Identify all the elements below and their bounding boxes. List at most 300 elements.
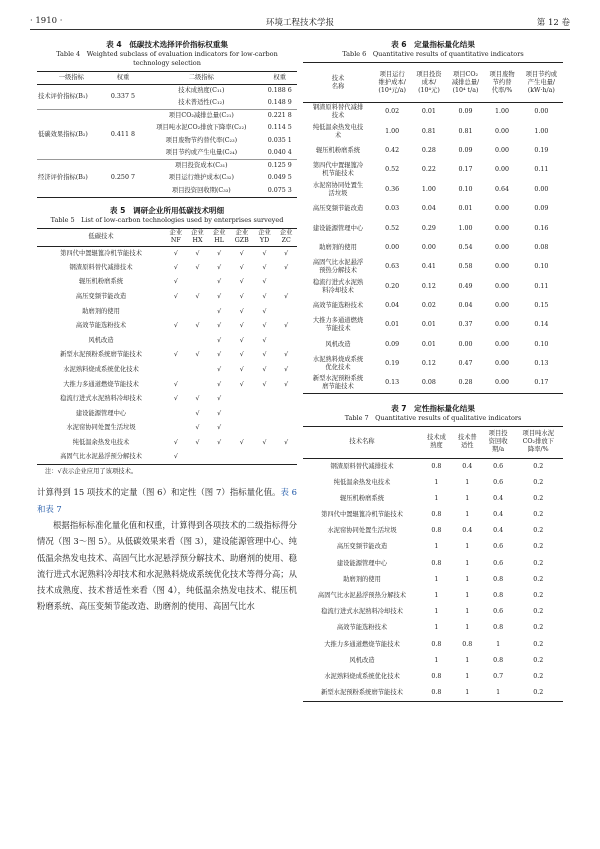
table5-check-cell [187,304,209,319]
volume-label: 第 12 卷 [536,18,570,28]
table6-value-cell: 0.00 [495,302,510,310]
table6-value-cell: 0.17 [534,379,549,387]
table5-header-enterprise: 企业 GZB [230,228,254,246]
table7-value-cell: 1 [496,640,501,648]
table7-value-cell: 0.8 [431,688,442,696]
table5-check-cell: √ [195,409,200,417]
table6-value-cell: 0.00 [495,205,510,213]
table5-tech-name: 高效节能选粉技术 [75,322,127,330]
table5-check-cell: √ [284,249,289,257]
table7-value-cell: 1 [465,511,470,519]
table7-row [303,458,563,474]
table5-check-cell: √ [195,249,200,257]
table6-row [303,219,563,238]
table6-tech-name: 高效节能选粉技术 [312,302,364,310]
table6-value-cell: 0.12 [421,360,436,368]
table5-check-cell: √ [195,322,200,330]
table5-caption-cn: 表 5 调研企业所用低碳技术明细 [109,205,225,215]
table5-check-cell [254,407,276,422]
table6-tech-name: 辊压机粉磨系统 [315,146,361,154]
table7-value-cell: 0.8 [431,527,442,535]
right-column [303,40,563,702]
table6-value-cell: 0.81 [421,127,436,135]
table4-header: 权重 [262,72,297,85]
table7-tech-name: 高效节能选粉技术 [336,624,388,632]
table6-value-cell: 0.02 [421,302,436,310]
table7-value-cell: 1 [465,656,470,664]
table6-value-cell: 0.08 [421,379,436,387]
table6-value-cell: 0.42 [385,146,400,154]
table4-primary-indicator: 经济评价指标(B₃) [38,174,88,182]
table5-check-cell: √ [217,278,222,286]
table7-value-cell: 0.6 [493,543,504,551]
table5-check-cell: √ [217,322,222,330]
table5-check-cell: √ [217,409,222,417]
table7-tech-name: 稳流行进式水泥熟料冷却技术 [321,608,403,616]
table5-header-enterprise: 企业 HL [208,228,230,246]
table5-check-cell [230,450,254,465]
table5-check-cell: √ [284,380,289,388]
table5-check-cell [275,450,297,465]
table5-check-cell: √ [195,424,200,432]
table5-check-cell [165,334,187,349]
table7-row [303,539,563,555]
table4-caption-cn: 表 4 低碳技术选择评价指标权重集 [106,40,228,49]
table5-header-enterprise: 企业 HX [187,228,209,246]
table-ref-link[interactable]: 表 6 和表 7 [37,487,297,514]
table7-row [303,588,563,604]
table7-value-cell: 0.6 [493,478,504,486]
table5-header-enterprise: 企业 NF [165,228,187,246]
table5-check-cell: √ [284,351,289,359]
table7 [303,426,563,702]
journal-title: 环境工程技术学报 [265,18,334,28]
table7-header: 技术名称 [303,426,421,458]
table5-check-cell [275,392,297,407]
table5-tech-name: 第四代中置辊篦冷机节能技术 [60,249,142,257]
table5-check-cell: √ [217,249,222,257]
table5-check-cell [275,304,297,319]
table6-value-cell: 0.64 [495,185,510,193]
table7-value-cell: 0.8 [431,640,442,648]
left-column [37,40,297,615]
table7-header: 技术普 适性 [452,426,483,458]
table6-value-cell: 0.17 [458,166,473,174]
table6-header: 项目废物 节约替 代率/% [484,63,519,103]
table5-header-tech: 低碳技术 [37,228,165,246]
table7-row [303,669,563,685]
table6-value-cell: 0.52 [385,224,400,232]
table7-row [303,507,563,523]
table6-value-cell: 0.20 [385,282,400,290]
table7-value-cell: 0.2 [533,672,544,680]
table6-value-cell: 0.08 [534,243,549,251]
table7-value-cell: 0.7 [493,672,504,680]
table7-value-cell: 0.8 [431,462,442,470]
table5-check-cell: √ [173,395,178,403]
table5-check-cell: √ [262,322,267,330]
table7-tech-name: 钢渣原料替代减排技术 [330,462,394,470]
table6-value-cell: 0.10 [458,185,473,193]
table7-value-cell: 1 [465,575,470,583]
table5-tech-name: 稳流行进式水泥熟料冷却技术 [60,395,142,403]
table6-value-cell: 0.28 [421,146,436,154]
table7-value-cell: 0.2 [533,640,544,648]
table6-value-cell: 1.00 [534,127,549,135]
table7-value-cell: 0.8 [493,575,504,583]
table4-secondary-weight: 0.075 3 [267,186,292,194]
table5-tech-name: 高固气比水泥悬浮预分解技术 [60,453,142,461]
table6-value-cell: 0.10 [534,340,549,348]
table6-value-cell: 0.63 [385,263,400,271]
table5-check-cell: √ [239,278,244,286]
table6-value-cell: 0.00 [534,108,549,116]
table4-primary-indicator: 技术评价指标(B₁) [38,93,88,100]
table5-check-cell: √ [173,263,178,271]
table6-row [303,374,563,393]
table6-value-cell: 0.47 [458,360,473,368]
table4-secondary-indicator: 项目CO₂减排总量(C₂₁) [168,112,234,119]
table6-value-cell: 0.10 [534,263,549,271]
table5-check-cell: √ [262,366,267,374]
table5-check-cell: √ [262,439,267,447]
table5 [37,228,297,466]
page-number: · 1910 · [30,16,63,26]
running-header [30,14,570,30]
table6-tech-name: 第四代中置辊篦冷机节能技术 [312,162,364,178]
table6 [303,62,563,394]
table6-value-cell: 0.13 [385,379,400,387]
table6-row [303,316,563,335]
table5-header-enterprise: 企业 ZC [275,228,297,246]
table5-note: 注：√表示企业应用了该项技术。 [45,468,138,476]
table5-tech-name: 建设能源管理中心 [75,409,127,417]
table4-caption-en: Table 4 Weighted subclass of evaluation indicators for low-carbon technology selection [56,50,278,67]
table4-secondary-weight: 0.040 4 [267,149,292,156]
table6-value-cell: 0.00 [495,166,510,174]
table7-header: 项目投 资回收 期/a [483,426,514,458]
table7-value-cell: 0.4 [493,527,504,535]
table7-row [303,555,563,571]
table6-value-cell: 0.19 [385,360,400,368]
table4-row [37,85,297,98]
table7-value-cell: 0.8 [493,656,504,664]
table7-tech-name: 风机改造 [349,656,375,664]
table6-caption-en: Table 6 Quantitative results of quantitative indicators [342,50,524,58]
table5-check-cell: √ [195,263,200,271]
table6-row [303,258,563,277]
table7-value-cell: 0.2 [533,543,544,551]
table5-check-cell: √ [173,249,178,257]
table5-tech-name: 水泥熟料烧成系统优化技术 [63,366,139,374]
table7-value-cell: 0.6 [493,462,504,470]
table5-check-cell: √ [262,336,267,344]
table5-row [37,436,297,451]
table4-secondary-weight: 0.125 9 [267,162,292,169]
table6-value-cell: 0.00 [458,340,473,348]
table5-check-cell [187,450,209,465]
table5-check-cell: √ [173,380,178,388]
table6-value-cell: 0.15 [534,302,549,310]
table5-row [37,261,297,276]
table7-row [303,636,563,652]
table4-secondary-indicator: 项目投资回收期(C₃₃) [171,186,231,194]
table6-value-cell: 0.12 [421,282,436,290]
table6-value-cell: 0.00 [495,340,510,348]
table7-value-cell: 1 [465,494,470,502]
table7-value-cell: 1 [465,608,470,616]
table5-check-cell: √ [195,395,200,403]
table7-header: 项目吨水泥 CO₂排放下 降率/% [514,426,563,458]
table4-secondary-weight: 0.221 8 [267,112,292,119]
table5-check-cell [165,304,187,319]
table4-secondary-indicator: 项目吨水泥CO₂排放下降率(C₂₂) [156,124,247,132]
table5-check-cell: √ [262,380,267,388]
table5-check-cell: √ [173,322,178,330]
table5-check-cell: √ [217,439,222,447]
table5-row [37,275,297,290]
table5-check-cell: √ [262,351,267,359]
table6-value-cell: 0.09 [385,340,400,348]
table5-check-cell [275,407,297,422]
table7-tech-name: 助磨剂的使用 [343,575,381,583]
table5-check-cell [254,421,276,436]
table7-value-cell: 0.4 [462,462,473,470]
table5-row [37,363,297,378]
table7-value-cell: 0.8 [431,511,442,519]
table7-row [303,523,563,539]
table6-row [303,103,563,122]
table5-check-cell [275,334,297,349]
table7-value-cell: 1 [465,543,470,551]
table7-tech-name: 高固气比水泥悬浮预热分解技术 [317,591,407,599]
table6-value-cell: 0.03 [385,205,400,213]
table5-check-cell: √ [173,293,178,301]
table6-caption-cn: 表 6 定量指标量化结果 [391,40,475,49]
table7-tech-name: 水泥窑协同处置生活垃圾 [327,527,397,535]
table7-value-cell: 0.2 [533,462,544,470]
table5-check-cell: √ [195,439,200,447]
table7-value-cell: 0.2 [533,688,544,696]
table5-check-cell: √ [173,453,178,461]
table4 [37,71,297,198]
table6-value-cell: 0.29 [421,224,436,232]
table5-row [37,348,297,363]
table7-value-cell: 0.2 [533,575,544,583]
table6-value-cell: 0.52 [385,166,400,174]
table6-value-cell: 1.00 [385,127,400,135]
table6-value-cell: 0.02 [385,108,400,116]
table7-value-cell: 1 [434,543,439,551]
table7-value-cell: 0.6 [493,559,504,567]
table6-value-cell: 0.04 [458,302,473,310]
table4-primary-indicator: 低碳效果指标(B₂) [38,130,88,138]
table6-value-cell: 0.13 [534,360,549,368]
table6-value-cell: 0.58 [458,263,473,271]
table7-row [303,604,563,620]
table6-tech-name: 大推力多通道燃烧节能技术 [312,317,364,333]
table5-check-cell: √ [284,439,289,447]
table6-header: 项目节约或 产生电量/ (kW·h/a) [520,63,563,103]
table4-secondary-weight: 0.148 9 [267,99,292,106]
table7-value-cell: 1 [465,591,470,599]
table5-row [37,392,297,407]
table6-header: 技术 名称 [303,63,373,103]
table5-check-cell: √ [173,439,178,447]
table6-row [303,122,563,141]
table7-value-cell: 1 [465,559,470,567]
table6-row [303,199,563,218]
table5-row [37,334,297,349]
table4-header: 一级指标 [37,72,106,85]
table5-check-cell: √ [239,263,244,271]
table7-value-cell: 1 [434,608,439,616]
table5-check-cell: √ [284,293,289,301]
table6-value-cell: 0.16 [534,224,549,232]
table5-check-cell: √ [239,351,244,359]
table5-row [37,407,297,422]
table6-header: 项目投资 成本/ (10⁴元) [411,63,446,103]
table7-row [303,572,563,588]
table5-check-cell [254,450,276,465]
table4-secondary-indicator: 项目运行维护成本(C₃₂) [168,174,234,182]
table5-check-cell: √ [239,380,244,388]
table6-value-cell: 0.01 [421,340,436,348]
table5-check-cell [187,334,209,349]
table5-check-cell: √ [195,351,200,359]
table7-tech-name: 高压变频节能改造 [336,543,388,551]
table4-secondary-indicator: 技术普适性(C₁₂) [178,99,225,106]
table5-check-cell: √ [217,380,222,388]
table7-value-cell: 0.2 [533,591,544,599]
table7-value-cell: 0.8 [462,640,473,648]
table4-primary-weight: 0.250 7 [110,174,135,182]
table6-value-cell: 0.37 [458,321,473,329]
table4-secondary-weight: 0.188 6 [267,87,292,94]
table5-check-cell: √ [217,395,222,403]
table5-tech-name: 高压变频节能改造 [75,293,127,301]
table6-tech-name: 风机改造 [325,340,351,348]
table6-value-cell: 0.49 [458,282,473,290]
table6-header: 项目运行 维护成本/ (10⁴元/a) [373,63,411,103]
table6-value-cell: 0.00 [385,243,400,251]
table7-row [303,475,563,491]
table7-value-cell: 1 [434,494,439,502]
table4-secondary-weight: 0.114 5 [267,124,292,132]
table7-caption-cn: 表 7 定性指标量化结果 [391,403,475,413]
table6-value-cell: 0.14 [534,321,549,329]
table5-row [37,304,297,319]
table6-value-cell: 0.00 [495,243,510,251]
table5-header-enterprise: 企业 YD [254,228,276,246]
table5-check-cell [275,275,297,290]
table7-value-cell: 0.8 [493,624,504,632]
table7-value-cell: 0.2 [533,494,544,502]
table5-check-cell [187,377,209,392]
table7-value-cell: 0.8 [431,559,442,567]
table5-check-cell: √ [217,307,222,315]
table6-row [303,161,563,180]
table4-secondary-indicator: 项目废物节约替代率(C₂₃) [165,136,238,144]
table6-value-cell: 0.11 [534,166,549,174]
table5-check-cell: √ [239,366,244,374]
table5-check-cell: √ [262,263,267,271]
table7-value-cell: 0.4 [493,494,504,502]
table7-value-cell: 0.4 [493,511,504,519]
table6-tech-name: 新型水泥预粉系统磨节能技术 [312,375,364,391]
table6-value-cell: 0.00 [534,185,549,193]
table5-check-cell: √ [284,263,289,271]
table6-value-cell: 0.00 [495,321,510,329]
table7-value-cell: 1 [434,656,439,664]
table4-primary-weight: 0.411 8 [110,130,135,138]
table6-value-cell: 0.09 [458,146,473,154]
table5-check-cell [230,421,254,436]
table5-row [37,377,297,392]
table5-check-cell: √ [262,307,267,315]
table4-secondary-weight: 0.035 1 [267,136,292,144]
table5-tech-name: 水泥窑协同处置生活垃圾 [66,424,136,432]
table5-check-cell [165,421,187,436]
table5-check-cell: √ [262,293,267,301]
table5-check-cell: √ [239,249,244,257]
table6-tech-name: 水泥熟料烧成系统优化技术 [312,356,364,372]
table6-value-cell: 0.01 [385,321,400,329]
table6-value-cell: 0.22 [421,166,436,174]
table7-value-cell: 0.2 [533,656,544,664]
table5-check-cell: √ [217,263,222,271]
table6-value-cell: 0.01 [458,205,473,213]
table6-value-cell: 0.00 [495,360,510,368]
table6-tech-name: 钢渣原料替代减排技术 [312,104,364,120]
table4-secondary-indicator: 项目节约或产生电量(C₂₄) [165,149,238,156]
table7-row [303,491,563,507]
table6-value-cell: 1.00 [458,224,473,232]
table5-check-cell: √ [217,366,222,374]
table5-tech-name: 纯低温余热发电技术 [72,439,130,447]
table7-tech-name: 水泥熟料烧成系统优化技术 [324,672,400,680]
table6-value-cell: 0.01 [421,321,436,329]
table6-value-cell: 0.04 [385,302,400,310]
table5-check-cell: √ [262,278,267,286]
table7-value-cell: 0.4 [462,527,473,535]
table7-value-cell: 0.2 [533,559,544,567]
table5-check-cell: √ [195,293,200,301]
table6-value-cell: 0.00 [495,282,510,290]
table5-check-cell: √ [173,351,178,359]
body-paragraph-1: 计算得到 15 项技术的定量（图 6）和定性（图 7）指标量化值。表 6 和表 7 [37,487,297,514]
table7-value-cell: 1 [434,478,439,486]
table4-secondary-indicator: 项目投资成本(C₃₁) [175,162,228,169]
table7-value-cell: 1 [465,624,470,632]
table6-value-cell: 0.00 [495,263,510,271]
table7-value-cell: 0.8 [431,672,442,680]
table7-row [303,653,563,669]
table4-row [37,110,297,123]
table7-value-cell: 0.8 [493,591,504,599]
table5-check-cell: √ [284,322,289,330]
table7-value-cell: 1 [434,591,439,599]
table7-value-cell: 0.2 [533,624,544,632]
table7-value-cell: 0.2 [533,511,544,519]
table6-tech-name: 建设能源管理中心 [312,224,364,232]
table6-row [303,238,563,257]
table5-check-cell [187,363,209,378]
table5-check-cell: √ [239,336,244,344]
table5-check-cell [254,392,276,407]
table5-row [37,421,297,436]
table4-secondary-indicator: 技术成熟度(C₁₁) [178,87,225,94]
